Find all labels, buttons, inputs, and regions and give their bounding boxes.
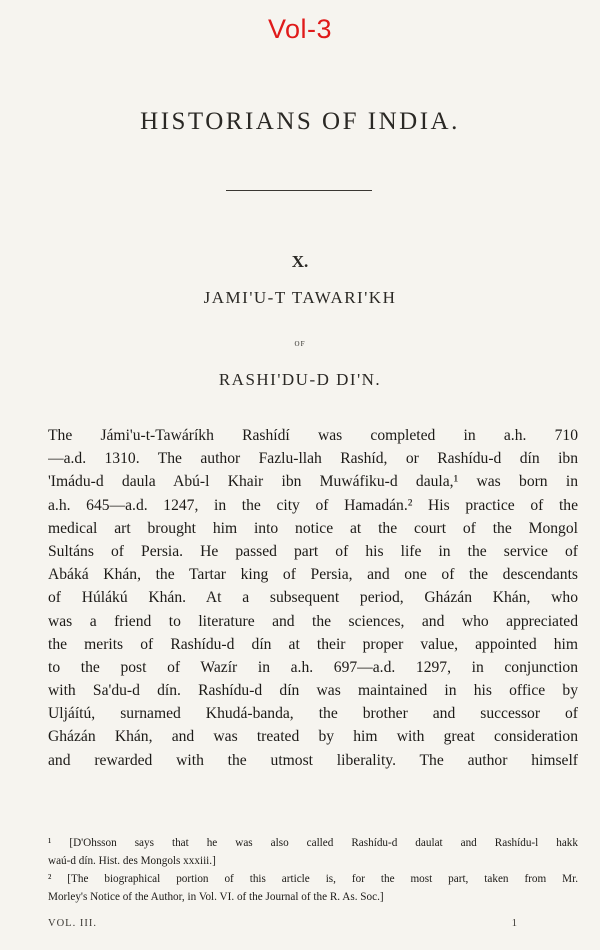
body-line: Abáká Khán, the Tartar king of Persia, and one of the descendants [48, 566, 578, 584]
volume-tag: Vol-3 [267, 14, 333, 44]
body-line: of Húlákú Khán. At a subsequent period, Gházán Khán, who [48, 589, 578, 607]
title-divider [226, 190, 372, 191]
footnote-line: ² [The biographical portion of this article is, for the most part, taken from Mr. [48, 873, 578, 885]
footer-page-number: 1 [511, 918, 518, 929]
footnote-line: waú-d dín. Hist. des Mongols xxxiii.] [48, 855, 216, 867]
footnotes [48, 834, 578, 906]
body-line: Gházán Khán, and was treated by him with great consideration [48, 728, 578, 746]
body-line: The Jámi'u-t-Tawáríkh Rashídí was completed in a.h. 710 [48, 427, 578, 444]
body-paragraph [48, 424, 578, 772]
body-line: medical art brought him into notice at the court of the Mongol [48, 519, 578, 537]
page-title: HISTORIANS OF INDIA. [140, 108, 460, 135]
body-line: 'Imádu-d daula Abú-l Khair ibn Muwáfiku-d daula,¹ was born in [48, 473, 578, 491]
chapter-author: RASHI'DU-D DI'N. [218, 370, 382, 389]
body-line: was a friend to literature and the sciences, and who appreciated [48, 612, 578, 630]
footnote-line: ¹ [D'Ohsson says that he was also called Rashídu-d daulat and Rashídu-l hakk [48, 837, 578, 849]
chapter-title: JAMI'U-T TAWARI'KH [203, 288, 397, 307]
chapter-of-word: OF [294, 340, 306, 348]
body-line: Uljáítú, surnamed Khudá-banda, the brother and successor of [48, 705, 578, 723]
body-line: —a.d. 1310. The author Fazlu-llah Rashíd, or Rashídu-d dín ibn [48, 450, 578, 468]
body-line: to the post of Wazír in a.h. 697—a.d. 1297, in conjunction [48, 658, 578, 676]
chapter-number: X. [291, 252, 309, 271]
footnote-line: Morley's Notice of the Author, in Vol. VI. of the Journal of the R. As. Soc.] [48, 891, 384, 903]
body-line: a.h. 645—a.d. 1247, in the city of Hamadán.² His practice of the [48, 496, 578, 514]
body-line: with Sa'du-d dín. Rashídu-d dín was maintained in his office by [48, 682, 578, 700]
body-line: Sultáns of Persia. He passed part of his life in the service of [48, 542, 578, 560]
body-line: and rewarded with the utmost liberality. The author himself [48, 751, 578, 769]
body-line: the merits of Rashídu-d dín at their proper value, appointed him [48, 635, 578, 653]
footer-volume: VOL. III. [48, 918, 97, 929]
